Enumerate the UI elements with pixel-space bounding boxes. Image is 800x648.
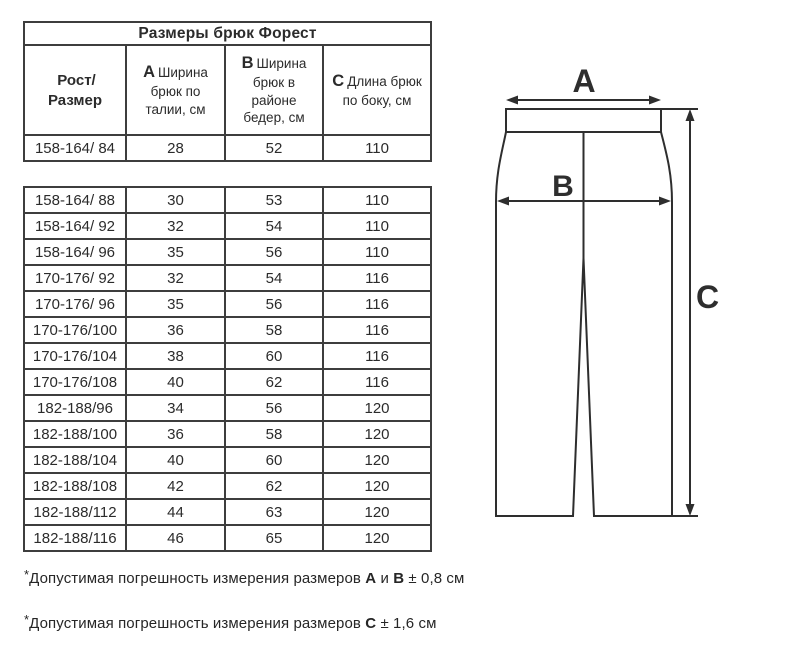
- value-cell: 38: [126, 343, 225, 369]
- table-title-row: [24, 22, 431, 45]
- value-cell: 56: [225, 291, 323, 317]
- table-row: [24, 525, 431, 551]
- value-cell: 58: [225, 421, 323, 447]
- table-row: [24, 499, 431, 525]
- size-cell: 182-188/116: [24, 525, 126, 551]
- table-gap: [24, 161, 431, 187]
- table-row: [24, 343, 431, 369]
- footnote-tolerance-c: [24, 612, 437, 632]
- value-cell: 120: [323, 499, 431, 525]
- header-letter-a: A: [143, 62, 155, 81]
- size-cell: 182-188/100: [24, 421, 126, 447]
- header-cell-size: [24, 45, 126, 135]
- footnote-text: Допустимая погрешность измерения размеров: [29, 570, 366, 587]
- footnote-tail: ± 0,8 см: [404, 570, 465, 587]
- size-cell: 158-164/ 88: [24, 187, 126, 213]
- size-cell: 182-188/104: [24, 447, 126, 473]
- header-letter-c: C: [332, 71, 345, 90]
- label-a: A: [572, 63, 596, 99]
- value-cell: 63: [225, 499, 323, 525]
- header-cell-c: [323, 45, 431, 135]
- table-row: [24, 421, 431, 447]
- footnote-text: Допустимая погрешность измерения размеров: [29, 615, 366, 632]
- footnote-conj: и: [376, 570, 394, 587]
- size-cell: 182-188/108: [24, 473, 126, 499]
- table-row: [24, 135, 431, 161]
- value-cell: 34: [126, 395, 225, 421]
- header-text: Длина брюк по боку, см: [342, 73, 422, 108]
- value-cell: 32: [126, 213, 225, 239]
- header-letter-b: B: [241, 53, 254, 72]
- value-cell: 35: [126, 239, 225, 265]
- value-cell: 58: [225, 317, 323, 343]
- label-b: B: [552, 170, 574, 203]
- footnote-tolerance-ab: [24, 567, 464, 587]
- value-cell: 28: [126, 135, 225, 161]
- table-row: [24, 369, 431, 395]
- size-cell: 182-188/112: [24, 499, 126, 525]
- table-title: Размеры брюк Форест: [24, 22, 431, 45]
- value-cell: 60: [225, 447, 323, 473]
- value-cell: 116: [323, 343, 431, 369]
- table-row: [24, 265, 431, 291]
- footnote-marker: *: [24, 567, 30, 582]
- value-cell: 65: [225, 525, 323, 551]
- value-cell: 32: [126, 265, 225, 291]
- value-cell: 120: [323, 447, 431, 473]
- value-cell: 62: [225, 473, 323, 499]
- value-cell: 36: [126, 317, 225, 343]
- value-cell: 35: [126, 291, 225, 317]
- table-row: [24, 239, 431, 265]
- table-row: [24, 291, 431, 317]
- value-cell: 110: [323, 213, 431, 239]
- value-cell: 30: [126, 187, 225, 213]
- value-cell: 40: [126, 447, 225, 473]
- size-cell: 170-176/ 92: [24, 265, 126, 291]
- value-cell: 56: [225, 395, 323, 421]
- value-cell: 116: [323, 265, 431, 291]
- footnote-dim-b: B: [393, 570, 405, 587]
- value-cell: 116: [323, 369, 431, 395]
- footnote-dim-a: A: [365, 570, 377, 587]
- size-cell: 182-188/96: [24, 395, 126, 421]
- header-text: Ширина брюк по талии, см: [145, 64, 208, 117]
- value-cell: 40: [126, 369, 225, 395]
- size-cell: 170-176/100: [24, 317, 126, 343]
- value-cell: 46: [126, 525, 225, 551]
- table-row: [24, 213, 431, 239]
- value-cell: 120: [323, 525, 431, 551]
- pants-diagram: [460, 40, 780, 540]
- value-cell: 54: [225, 265, 323, 291]
- label-c: C: [696, 279, 720, 315]
- value-cell: 52: [225, 135, 323, 161]
- value-cell: 60: [225, 343, 323, 369]
- value-cell: 53: [225, 187, 323, 213]
- size-cell: 158-164/ 92: [24, 213, 126, 239]
- table-row: [24, 473, 431, 499]
- value-cell: 62: [225, 369, 323, 395]
- size-cell: 158-164/ 84: [24, 135, 126, 161]
- value-cell: 110: [323, 239, 431, 265]
- size-cell: 170-176/104: [24, 343, 126, 369]
- header-cell-a: [126, 45, 225, 135]
- value-cell: 42: [126, 473, 225, 499]
- value-cell: 120: [323, 395, 431, 421]
- header-text: Ширина брюк в районе бедер, см: [243, 55, 307, 126]
- table-row: [24, 447, 431, 473]
- size-table: [23, 21, 432, 552]
- size-cell: 170-176/ 96: [24, 291, 126, 317]
- table-row: [24, 395, 431, 421]
- waistband: [506, 109, 661, 132]
- table-row: [24, 187, 431, 213]
- footnote-dim-c: C: [365, 615, 377, 632]
- header-cell-b: [225, 45, 323, 135]
- table-row: [24, 317, 431, 343]
- value-cell: 36: [126, 421, 225, 447]
- value-cell: 54: [225, 213, 323, 239]
- size-cell: 170-176/108: [24, 369, 126, 395]
- value-cell: 120: [323, 473, 431, 499]
- table-header-row: [24, 45, 431, 135]
- value-cell: 110: [323, 135, 431, 161]
- value-cell: 120: [323, 421, 431, 447]
- value-cell: 44: [126, 499, 225, 525]
- footnote-tail: ± 1,6 см: [376, 615, 437, 632]
- value-cell: 116: [323, 317, 431, 343]
- footnote-marker: *: [24, 612, 30, 627]
- value-cell: 110: [323, 187, 431, 213]
- value-cell: 116: [323, 291, 431, 317]
- value-cell: 56: [225, 239, 323, 265]
- header-text: Рост/Размер: [47, 71, 103, 109]
- size-cell: 158-164/ 96: [24, 239, 126, 265]
